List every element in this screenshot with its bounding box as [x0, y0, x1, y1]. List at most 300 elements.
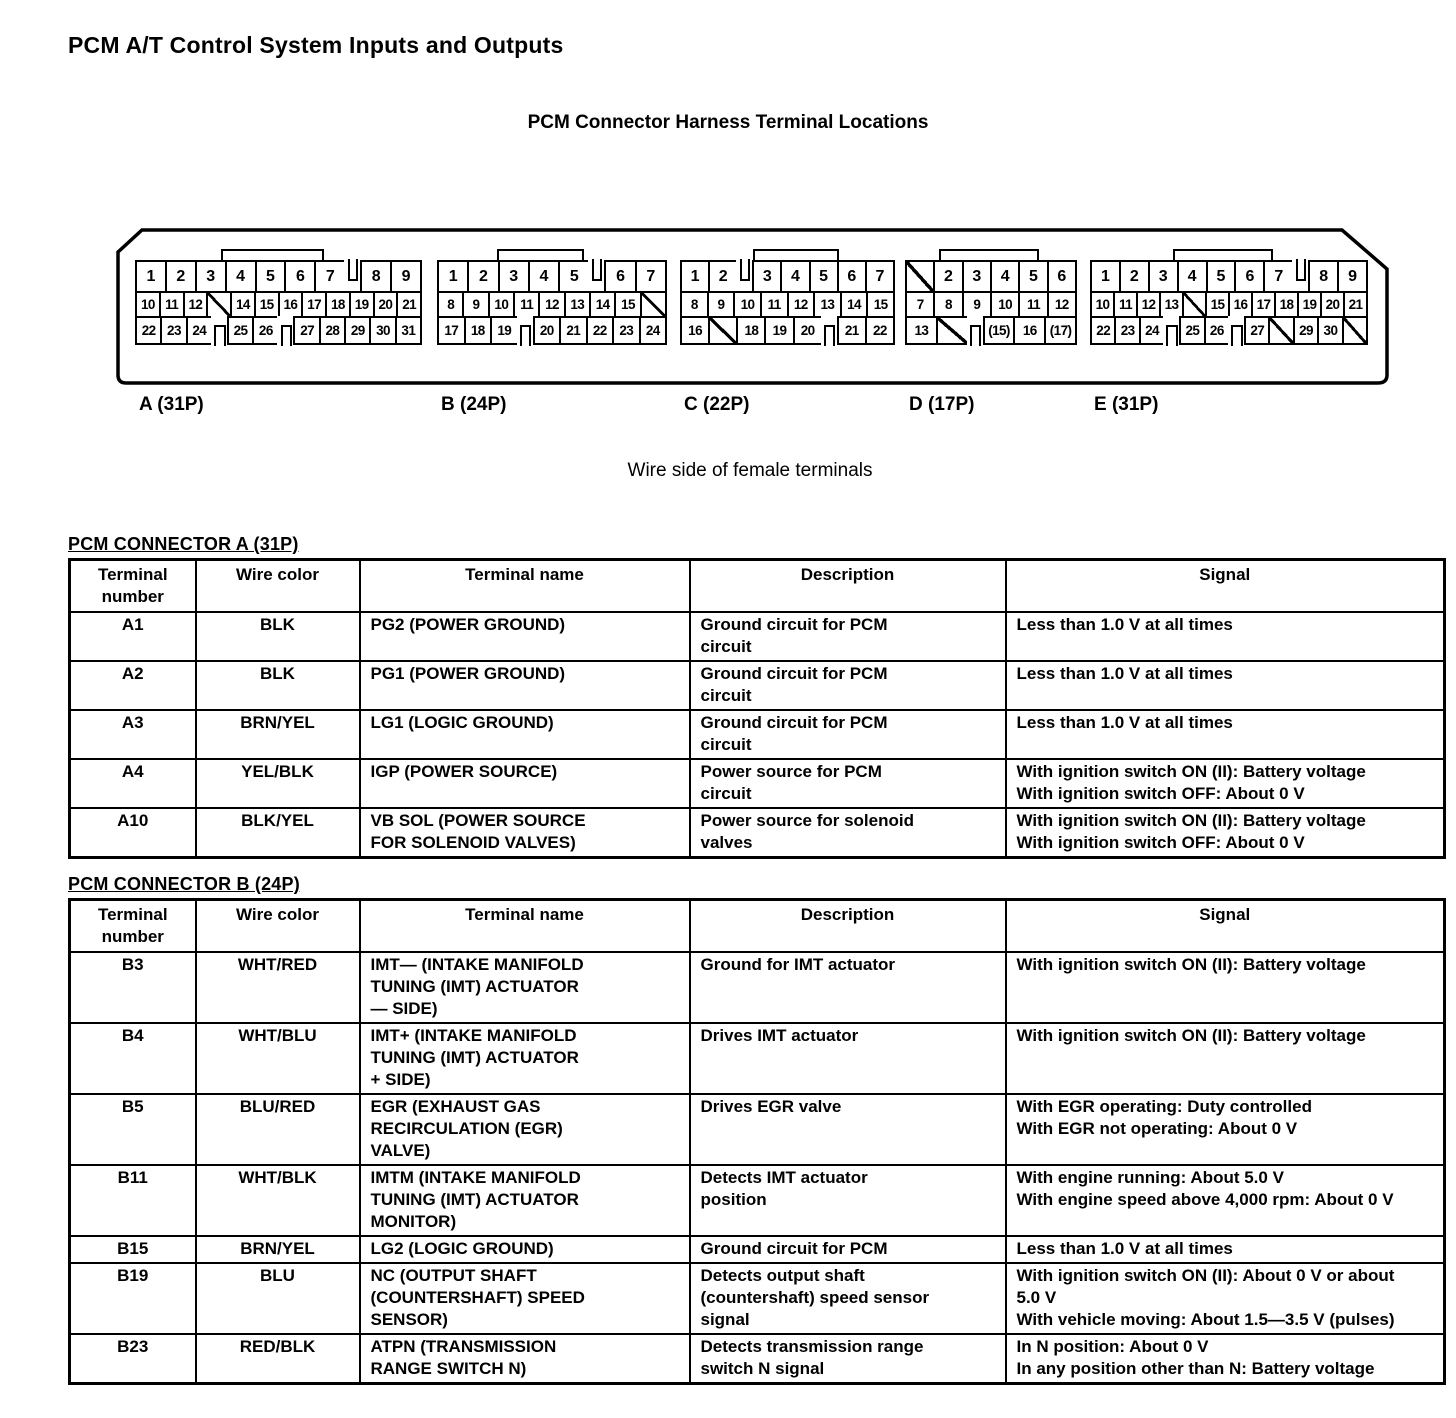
- pin-cavity: 4: [780, 260, 810, 293]
- pin-cavity: 30: [369, 316, 396, 345]
- pin-cavity: 16: [680, 316, 710, 345]
- text-line: RECIRCULATION (EGR): [370, 1119, 563, 1138]
- connector-B-row-3: [437, 316, 667, 345]
- pin-cavity: 13: [1159, 291, 1184, 318]
- text-line: VALVE): [370, 1141, 431, 1160]
- connector-label-C: C (22P): [684, 394, 750, 415]
- pin-cavity: 11: [1018, 291, 1048, 318]
- pin-cavity: 6: [1047, 260, 1077, 293]
- pin-cavity: 10: [488, 291, 515, 318]
- terminal-name-cell: [360, 1094, 690, 1165]
- pin-cavity: 5: [809, 260, 839, 293]
- connector-D-row-1: [905, 260, 1077, 293]
- column-header: Wire color: [196, 560, 360, 613]
- pin-cavity: 26: [252, 316, 279, 345]
- text-line: With engine running: About 5.0 V: [1016, 1168, 1284, 1187]
- text-line: circuit: [700, 686, 752, 705]
- pin-cavity: 7: [865, 260, 895, 293]
- pin-cavity: 12: [183, 291, 209, 318]
- text-line: VB SOL (POWER SOURCE: [370, 811, 586, 830]
- description-cell: [690, 1263, 1006, 1334]
- plugged-cavity: [708, 316, 738, 345]
- text-line: With ignition switch ON (II): Battery voltage: [1016, 811, 1366, 830]
- terminal-number-cell: A4: [70, 759, 196, 808]
- pin-cavity: 23: [1114, 316, 1140, 345]
- table-title: PCM CONNECTOR B (24P): [68, 874, 300, 894]
- terminal-row: [70, 612, 1445, 661]
- pin-cavity: 15: [866, 291, 895, 318]
- text-line: MONITOR): [370, 1212, 457, 1231]
- pin-cavity: (15): [983, 316, 1016, 345]
- terminal-number-cell: A2: [70, 661, 196, 710]
- pin-cavity: 17: [301, 291, 327, 318]
- text-line: PG1 (POWER GROUND): [370, 664, 566, 683]
- pin-cavity: 29: [344, 316, 371, 345]
- connector-D: [905, 260, 1077, 345]
- pin-cavity: 6: [604, 260, 636, 293]
- connector-D-row-2: [905, 291, 1077, 318]
- page-title: PCM A/T Control System Inputs and Outputs: [68, 32, 564, 58]
- terminal-row: [70, 1236, 1445, 1263]
- pin-cavity: 20: [373, 291, 399, 318]
- text-line: TUNING (IMT) ACTUATOR: [370, 1048, 579, 1067]
- description-cell: [690, 661, 1006, 710]
- text-line: Drives IMT actuator: [700, 1026, 859, 1045]
- pin-cavity: 19: [349, 291, 375, 318]
- connector-C-row-2: [680, 291, 895, 318]
- description-cell: [690, 808, 1006, 858]
- pin-cavity: 9: [962, 291, 992, 318]
- pin-cavity: 3: [962, 260, 992, 293]
- pin-cavity: 5: [558, 260, 590, 293]
- pin-cavity: 10: [733, 291, 762, 318]
- text-line: 5.0 V: [1016, 1288, 1057, 1307]
- diagram-heading: PCM Connector Harness Terminal Locations: [527, 112, 929, 133]
- pin-cavity: 2: [933, 260, 963, 293]
- pin-cavity: 7: [1263, 260, 1294, 293]
- terminal-number-cell: A3: [70, 710, 196, 759]
- terminal-number-cell: A1: [70, 612, 196, 661]
- description-cell: [690, 612, 1006, 661]
- pin-cavity: 18: [1274, 291, 1299, 318]
- signal-cell: [1006, 612, 1445, 661]
- pin-cavity: 15: [614, 291, 641, 318]
- description-cell: [690, 1094, 1006, 1165]
- text-line: circuit: [700, 637, 752, 656]
- connector-E-row-2: [1090, 291, 1368, 318]
- pin-cavity: 10: [990, 291, 1020, 318]
- text-line: Detects transmission range: [700, 1337, 924, 1356]
- pin-cavity: 11: [513, 291, 540, 318]
- wire-color-cell: WHT/BLK: [196, 1165, 360, 1236]
- terminal-name-cell: [360, 661, 690, 710]
- plugged-cavity: [640, 291, 667, 318]
- pin-cavity: 3: [195, 260, 227, 293]
- connector-E-row-3: [1090, 316, 1368, 345]
- column-header: Description: [690, 560, 1006, 613]
- column-header: Description: [690, 900, 1006, 953]
- column-header: Terminal number: [70, 900, 196, 953]
- signal-cell: [1006, 1023, 1445, 1094]
- pin-cavity: 12: [1047, 291, 1077, 318]
- wire-color-cell: BLK/YEL: [196, 808, 360, 858]
- pin-cavity: 27: [293, 316, 320, 345]
- text-line: ATPN (TRANSMISSION: [370, 1337, 557, 1356]
- pin-cavity: 18: [464, 316, 493, 345]
- text-line: valves: [700, 833, 753, 852]
- signal-cell: [1006, 1094, 1445, 1165]
- terminal-name-cell: [360, 710, 690, 759]
- text-line: Ground for IMT actuator: [700, 955, 896, 974]
- pin-cavity: 3: [498, 260, 530, 293]
- pin-cavity: (17): [1044, 316, 1077, 345]
- text-line: Ground circuit for PCM: [700, 615, 888, 634]
- text-line: circuit: [700, 784, 752, 803]
- terminal-number-cell: B3: [70, 952, 196, 1023]
- pin-cavity: 4: [1177, 260, 1208, 293]
- pin-cavity: 10: [1090, 291, 1115, 318]
- wire-color-cell: BRN/YEL: [196, 710, 360, 759]
- pin-cavity: 1: [437, 260, 469, 293]
- pin-cavity: 29: [1293, 316, 1319, 345]
- description-cell: [690, 1023, 1006, 1094]
- text-line: Less than 1.0 V at all times: [1016, 664, 1233, 683]
- text-line: SENSOR): [370, 1310, 448, 1329]
- pin-cavity: 6: [284, 260, 316, 293]
- terminal-row: [70, 710, 1445, 759]
- terminal-row: [70, 1263, 1445, 1334]
- wire-color-cell: BLK: [196, 612, 360, 661]
- text-line: RANGE SWITCH N): [370, 1359, 527, 1378]
- column-header: Terminal name: [360, 900, 690, 953]
- connector-B-row-1: [437, 260, 667, 293]
- terminal-number-cell: B4: [70, 1023, 196, 1094]
- terminal-name-cell: [360, 1236, 690, 1263]
- pin-cavity: 22: [586, 316, 615, 345]
- terminal-name-cell: [360, 612, 690, 661]
- pin-cavity: 20: [793, 316, 823, 345]
- pin-cavity: 13: [564, 291, 591, 318]
- terminal-name-cell: [360, 1023, 690, 1094]
- pin-cavity: 1: [135, 260, 167, 293]
- pin-cavity: 1: [680, 260, 710, 293]
- signal-cell: [1006, 1236, 1445, 1263]
- description-cell: [690, 710, 1006, 759]
- text-line: Power source for solenoid: [700, 811, 914, 830]
- text-line: PG2 (POWER GROUND): [370, 615, 566, 634]
- text-line: IMTM (INTAKE MANIFOLD: [370, 1168, 581, 1187]
- signal-cell: [1006, 952, 1445, 1023]
- text-line: — SIDE): [370, 999, 438, 1018]
- column-header: Signal: [1006, 560, 1445, 613]
- text-line: Ground circuit for PCM: [700, 1239, 888, 1258]
- connector-B-row-2: [437, 291, 667, 318]
- text-line: With ignition switch ON (II): About 0 V or about: [1016, 1266, 1395, 1285]
- pin-cavity: 9: [1337, 260, 1368, 293]
- pin-cavity: 23: [160, 316, 187, 345]
- pin-cavity: 27: [1244, 316, 1270, 345]
- pinout-table-a: [68, 558, 1446, 859]
- pin-cavity: 3: [752, 260, 782, 293]
- pin-cavity: 19: [490, 316, 519, 345]
- plugged-cavity: [1182, 291, 1207, 318]
- pin-cavity: 5: [255, 260, 287, 293]
- wire-color-cell: BLK: [196, 661, 360, 710]
- terminal-row: [70, 759, 1445, 808]
- connector-housing: [115, 228, 1390, 386]
- pin-cavity: 26: [1204, 316, 1230, 345]
- pin-cavity: 2: [165, 260, 197, 293]
- pin-cavity: 22: [865, 316, 895, 345]
- pcm-connector-a-table-block: [68, 534, 1446, 859]
- text-line: Less than 1.0 V at all times: [1016, 713, 1233, 732]
- plugged-cavity: [1342, 316, 1368, 345]
- pin-cavity: 20: [1320, 291, 1345, 318]
- description-cell: [690, 1334, 1006, 1384]
- plugged-cavity: [206, 291, 232, 318]
- terminal-row: [70, 661, 1445, 710]
- connector-C-row-3: [680, 316, 895, 345]
- text-line: TUNING (IMT) ACTUATOR: [370, 977, 579, 996]
- connector-A-row-2: [135, 291, 422, 318]
- text-line: + SIDE): [370, 1070, 431, 1089]
- signal-cell: [1006, 661, 1445, 710]
- pin-cavity: 3: [1148, 260, 1179, 293]
- pin-cavity: 11: [1113, 291, 1138, 318]
- terminal-number-cell: B15: [70, 1236, 196, 1263]
- pin-cavity: 19: [1297, 291, 1322, 318]
- text-line: position: [700, 1190, 767, 1209]
- pin-cavity: 19: [764, 316, 794, 345]
- pin-cavity: 5: [1018, 260, 1048, 293]
- pin-cavity: 14: [230, 291, 256, 318]
- text-line: With EGR operating: Duty controlled: [1016, 1097, 1312, 1116]
- text-line: In N position: About 0 V: [1016, 1337, 1209, 1356]
- text-line: Less than 1.0 V at all times: [1016, 1239, 1233, 1258]
- text-line: Detects IMT actuator: [700, 1168, 868, 1187]
- wire-color-cell: RED/BLK: [196, 1334, 360, 1384]
- pin-cavity: 4: [990, 260, 1020, 293]
- signal-cell: [1006, 710, 1445, 759]
- pin-cavity: 21: [1343, 291, 1368, 318]
- pin-cavity: 11: [159, 291, 185, 318]
- column-header: Wire color: [196, 900, 360, 953]
- terminal-name-cell: [360, 952, 690, 1023]
- pin-cavity: 28: [319, 316, 346, 345]
- pin-cavity: 25: [1179, 316, 1205, 345]
- terminal-row: [70, 1334, 1445, 1384]
- pin-cavity: 8: [1308, 260, 1339, 293]
- pin-cavity: 4: [528, 260, 560, 293]
- connector-A-row-3: [135, 316, 422, 345]
- pin-cavity: 17: [1251, 291, 1276, 318]
- text-line: With ignition switch OFF: About 0 V: [1016, 833, 1305, 852]
- wire-color-cell: BLU: [196, 1263, 360, 1334]
- wire-side-caption: Wire side of female terminals: [627, 460, 873, 481]
- column-header: Terminal name: [360, 560, 690, 613]
- text-line: switch N signal: [700, 1359, 825, 1378]
- text-line: With vehicle moving: About 1.5—3.5 V (pulses): [1016, 1310, 1395, 1329]
- text-line: (countershaft) speed sensor: [700, 1288, 930, 1307]
- pin-cavity: 11: [760, 291, 789, 318]
- pin-cavity: 16: [1228, 291, 1253, 318]
- text-line: Drives EGR valve: [700, 1097, 842, 1116]
- wire-color-cell: WHT/BLU: [196, 1023, 360, 1094]
- terminal-name-cell: [360, 759, 690, 808]
- pin-cavity: 14: [589, 291, 616, 318]
- wire-color-cell: BRN/YEL: [196, 1236, 360, 1263]
- text-line: In any position other than N: Battery voltage: [1016, 1359, 1375, 1378]
- pin-cavity: 22: [135, 316, 162, 345]
- connector-B: [437, 260, 667, 345]
- terminal-row: [70, 1023, 1445, 1094]
- pin-cavity: 2: [708, 260, 738, 293]
- connector-label-B: B (24P): [441, 394, 507, 415]
- pin-cavity: 13: [905, 316, 938, 345]
- terminal-row: [70, 1165, 1445, 1236]
- terminal-row: [70, 808, 1445, 858]
- pin-cavity: 8: [933, 291, 963, 318]
- text-line: Power source for PCM: [700, 762, 882, 781]
- pin-cavity: 24: [639, 316, 668, 345]
- pin-cavity: 6: [1234, 260, 1265, 293]
- terminal-number-cell: B23: [70, 1334, 196, 1384]
- text-line: With ignition switch ON (II): Battery voltage: [1016, 762, 1366, 781]
- terminal-number-cell: A10: [70, 808, 196, 858]
- wire-color-cell: WHT/RED: [196, 952, 360, 1023]
- pin-cavity: 14: [840, 291, 869, 318]
- header-row: [70, 900, 1445, 953]
- text-line: Ground circuit for PCM: [700, 664, 888, 683]
- signal-cell: [1006, 1334, 1445, 1384]
- column-header: Terminal number: [70, 560, 196, 613]
- description-cell: [690, 1165, 1006, 1236]
- connector-A: [135, 260, 422, 345]
- header-row: [70, 560, 1445, 613]
- pin-cavity: 16: [1013, 316, 1046, 345]
- text-line: LG1 (LOGIC GROUND): [370, 713, 554, 732]
- pin-cavity: 15: [254, 291, 280, 318]
- pin-cavity: 23: [612, 316, 641, 345]
- pin-cavity: 9: [462, 291, 489, 318]
- wire-color-cell: BLU/RED: [196, 1094, 360, 1165]
- terminal-name-cell: [360, 808, 690, 858]
- pin-cavity: 1: [1090, 260, 1121, 293]
- description-cell: [690, 952, 1006, 1023]
- text-line: IGP (POWER SOURCE): [370, 762, 558, 781]
- connector-C: [680, 260, 895, 345]
- pin-cavity: 21: [559, 316, 588, 345]
- pin-cavity: 8: [360, 260, 392, 293]
- pin-cavity: 2: [1119, 260, 1150, 293]
- text-line: EGR (EXHAUST GAS: [370, 1097, 541, 1116]
- text-line: circuit: [700, 735, 752, 754]
- pin-cavity: 6: [837, 260, 867, 293]
- pin-cavity: 5: [1206, 260, 1237, 293]
- wire-color-cell: YEL/BLK: [196, 759, 360, 808]
- pin-cavity: 8: [437, 291, 464, 318]
- text-line: With ignition switch ON (II): Battery voltage: [1016, 955, 1366, 974]
- signal-cell: [1006, 759, 1445, 808]
- pin-cavity: 7: [635, 260, 667, 293]
- pin-cavity: 8: [680, 291, 709, 318]
- terminal-name-cell: [360, 1165, 690, 1236]
- signal-cell: [1006, 1263, 1445, 1334]
- pin-cavity: 2: [467, 260, 499, 293]
- pin-cavity: 4: [225, 260, 257, 293]
- text-line: With ignition switch ON (II): Battery voltage: [1016, 1026, 1366, 1045]
- text-line: Detects output shaft: [700, 1266, 865, 1285]
- connector-E: [1090, 260, 1368, 345]
- pin-cavity: 12: [538, 291, 565, 318]
- connector-label-D: D (17P): [909, 394, 975, 415]
- pin-cavity: 16: [278, 291, 304, 318]
- pin-cavity: 30: [1317, 316, 1343, 345]
- terminal-number-cell: B19: [70, 1263, 196, 1334]
- text-line: IMT+ (INTAKE MANIFOLD: [370, 1026, 577, 1045]
- pin-cavity: 20: [533, 316, 562, 345]
- pin-cavity: 7: [314, 260, 346, 293]
- pin-cavity: 12: [1136, 291, 1161, 318]
- table-title: PCM CONNECTOR A (31P): [68, 534, 299, 554]
- text-line: With ignition switch OFF: About 0 V: [1016, 784, 1305, 803]
- text-line: signal: [700, 1310, 750, 1329]
- pin-cavity: 9: [390, 260, 422, 293]
- pin-cavity: 31: [395, 316, 422, 345]
- pin-cavity: 15: [1205, 291, 1230, 318]
- pin-cavity: 18: [325, 291, 351, 318]
- signal-cell: [1006, 808, 1445, 858]
- terminal-number-cell: B11: [70, 1165, 196, 1236]
- text-line: LG2 (LOGIC GROUND): [370, 1239, 554, 1258]
- pin-cavity: 18: [736, 316, 766, 345]
- pin-cavity: 13: [813, 291, 842, 318]
- pinout-table-b: [68, 898, 1446, 1385]
- connector-D-row-3: [905, 316, 1077, 345]
- text-line: TUNING (IMT) ACTUATOR: [370, 1190, 579, 1209]
- pin-cavity: 21: [396, 291, 422, 318]
- plugged-cavity: [936, 316, 969, 345]
- connector-label-E: E (31P): [1094, 394, 1159, 415]
- text-line: NC (OUTPUT SHAFT: [370, 1266, 537, 1285]
- text-line: With engine speed above 4,000 rpm: About 0 V: [1016, 1190, 1394, 1209]
- pcm-connector-b-table-block: [68, 874, 1446, 1385]
- pin-cavity: 21: [837, 316, 867, 345]
- text-line: FOR SOLENOID VALVES): [370, 833, 576, 852]
- connector-A-row-1: [135, 260, 422, 293]
- description-cell: [690, 1236, 1006, 1263]
- terminal-name-cell: [360, 1263, 690, 1334]
- text-line: IMT— (INTAKE MANIFOLD: [370, 955, 584, 974]
- connector-label-A: A (31P): [139, 394, 204, 415]
- text-line: Less than 1.0 V at all times: [1016, 615, 1233, 634]
- pin-cavity: 17: [437, 316, 466, 345]
- terminal-number-cell: B5: [70, 1094, 196, 1165]
- terminal-name-cell: [360, 1334, 690, 1384]
- terminal-row: [70, 952, 1445, 1023]
- signal-cell: [1006, 1165, 1445, 1236]
- pin-cavity: 24: [186, 316, 213, 345]
- text-line: Ground circuit for PCM: [700, 713, 888, 732]
- connector-E-row-1: [1090, 260, 1368, 293]
- pin-cavity: 9: [707, 291, 736, 318]
- pin-cavity: 25: [227, 316, 254, 345]
- connector-C-row-1: [680, 260, 895, 293]
- text-line: (COUNTERSHAFT) SPEED: [370, 1288, 585, 1307]
- pin-cavity: 12: [787, 291, 816, 318]
- terminal-row: [70, 1094, 1445, 1165]
- pin-cavity: 10: [135, 291, 161, 318]
